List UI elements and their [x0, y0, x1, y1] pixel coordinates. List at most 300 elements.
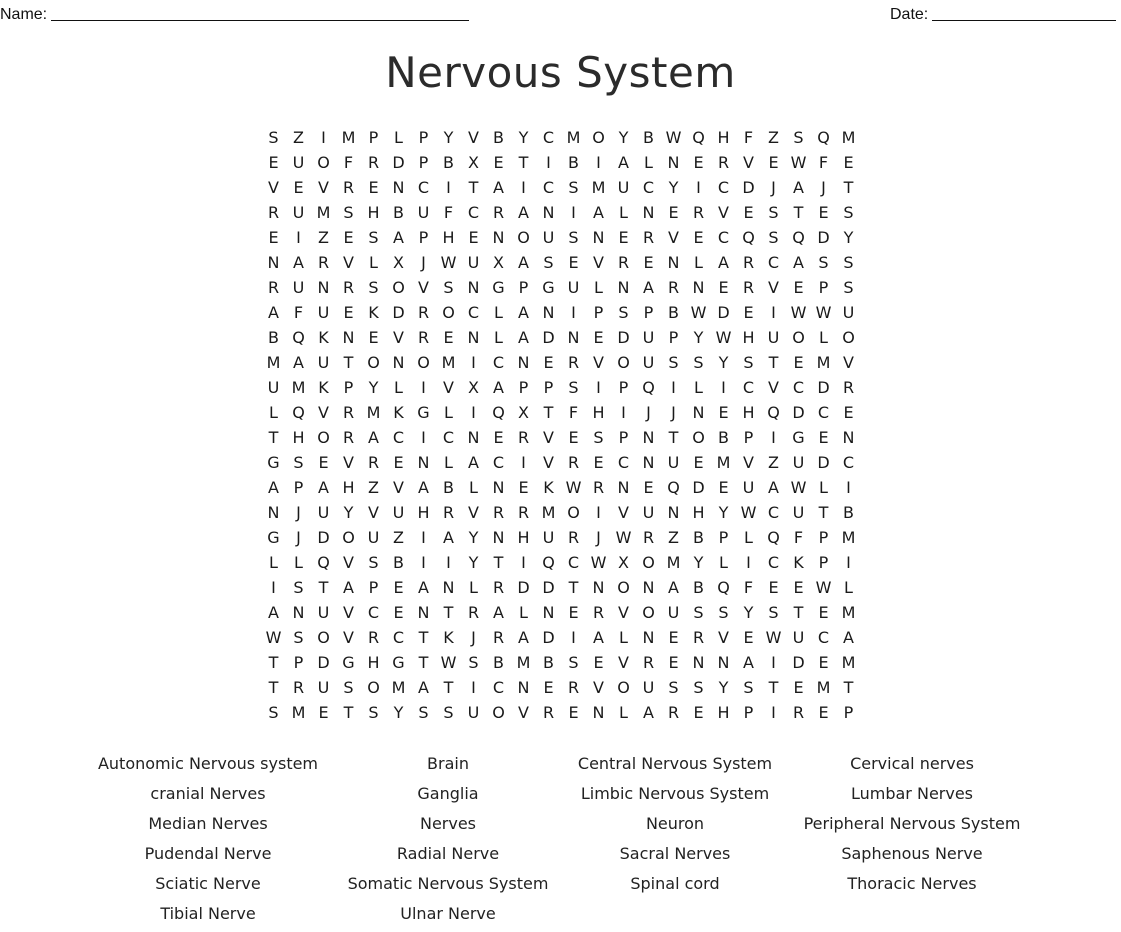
grid-letter[interactable]: S	[843, 278, 854, 297]
grid-letter[interactable]: E	[668, 653, 679, 672]
grid-letter[interactable]: R	[492, 503, 505, 522]
grid-letter[interactable]: C	[492, 353, 505, 372]
grid-letter[interactable]: S	[468, 653, 479, 672]
grid-letter[interactable]: O	[642, 553, 655, 572]
grid-letter[interactable]: I	[296, 228, 301, 247]
grid-letter[interactable]: O	[317, 428, 330, 447]
grid-letter[interactable]: B	[718, 428, 729, 447]
grid-letter[interactable]: W	[615, 528, 632, 547]
grid-letter[interactable]: P	[818, 528, 829, 547]
grid-letter[interactable]: E	[718, 278, 729, 297]
grid-letter[interactable]: A	[743, 653, 754, 672]
grid-letter[interactable]: F	[343, 153, 354, 172]
grid-letter[interactable]: S	[768, 203, 779, 222]
grid-letter[interactable]: P	[643, 303, 654, 322]
grid-letter[interactable]: J	[771, 178, 776, 197]
grid-letter[interactable]: E	[593, 453, 604, 472]
grid-letter[interactable]: S	[568, 228, 579, 247]
grid-letter[interactable]: V	[468, 128, 479, 147]
grid-letter[interactable]: E	[793, 678, 804, 697]
grid-letter[interactable]: E	[693, 228, 704, 247]
grid-letter[interactable]: Y	[718, 678, 729, 697]
grid-letter[interactable]: C	[767, 253, 780, 272]
grid-letter[interactable]: N	[442, 578, 455, 597]
grid-letter[interactable]: E	[493, 153, 504, 172]
grid-letter[interactable]: P	[743, 428, 754, 447]
grid-letter[interactable]: N	[342, 328, 355, 347]
grid-letter[interactable]: E	[643, 253, 654, 272]
grid-letter[interactable]: S	[443, 703, 454, 722]
grid-letter[interactable]: O	[492, 703, 505, 722]
grid-letter[interactable]: Q	[667, 478, 680, 497]
grid-letter[interactable]: E	[293, 178, 304, 197]
grid-letter[interactable]: R	[342, 403, 355, 422]
grid-letter[interactable]: R	[717, 153, 730, 172]
grid-letter[interactable]: W	[265, 628, 282, 647]
grid-letter[interactable]: U	[842, 303, 855, 322]
grid-letter[interactable]: N	[717, 653, 730, 672]
grid-letter[interactable]: Q	[792, 228, 805, 247]
grid-letter[interactable]: R	[267, 203, 280, 222]
grid-letter[interactable]: E	[568, 703, 579, 722]
grid-letter[interactable]: A	[668, 578, 679, 597]
grid-letter[interactable]: Q	[317, 553, 330, 572]
grid-letter[interactable]: L	[594, 278, 603, 297]
grid-letter[interactable]: P	[818, 553, 829, 572]
grid-letter[interactable]: H	[717, 128, 730, 147]
grid-letter[interactable]: I	[421, 528, 426, 547]
grid-letter[interactable]: D	[542, 328, 555, 347]
grid-letter[interactable]: B	[493, 653, 504, 672]
grid-letter[interactable]: S	[743, 353, 754, 372]
grid-letter[interactable]: Z	[668, 528, 679, 547]
grid-letter[interactable]: S	[568, 178, 579, 197]
grid-letter[interactable]: U	[292, 153, 305, 172]
grid-letter[interactable]: E	[743, 203, 754, 222]
grid-letter[interactable]: U	[742, 478, 755, 497]
grid-letter[interactable]: C	[642, 178, 655, 197]
grid-letter[interactable]: N	[467, 328, 480, 347]
grid-letter[interactable]: W	[765, 628, 782, 647]
grid-letter[interactable]: C	[817, 628, 830, 647]
grid-letter[interactable]: V	[343, 553, 354, 572]
grid-letter[interactable]: A	[418, 578, 429, 597]
grid-letter[interactable]: D	[817, 378, 830, 397]
grid-letter[interactable]: B	[393, 203, 404, 222]
grid-letter[interactable]: G	[792, 428, 805, 447]
grid-letter[interactable]: U	[792, 503, 805, 522]
grid-letter[interactable]: R	[642, 653, 655, 672]
name-field[interactable]	[0, 4, 469, 24]
grid-letter[interactable]: B	[543, 653, 554, 672]
grid-letter[interactable]: E	[718, 478, 729, 497]
grid-letter[interactable]: A	[268, 603, 279, 622]
grid-letter[interactable]: I	[571, 203, 576, 222]
grid-letter[interactable]: N	[392, 353, 405, 372]
grid-letter[interactable]: R	[592, 478, 605, 497]
grid-letter[interactable]: I	[846, 553, 851, 572]
grid-letter[interactable]: O	[342, 528, 355, 547]
grid-letter[interactable]: A	[418, 478, 429, 497]
grid-letter[interactable]: F	[743, 578, 754, 597]
grid-letter[interactable]: Z	[768, 128, 779, 147]
grid-letter[interactable]: R	[342, 178, 355, 197]
grid-letter[interactable]: O	[842, 328, 855, 347]
grid-letter[interactable]: P	[543, 378, 554, 397]
grid-letter[interactable]: U	[292, 278, 305, 297]
grid-letter[interactable]: O	[617, 578, 630, 597]
grid-letter[interactable]: V	[593, 353, 604, 372]
grid-letter[interactable]: L	[619, 628, 628, 647]
grid-letter[interactable]: S	[368, 703, 379, 722]
grid-letter[interactable]: D	[742, 178, 755, 197]
grid-letter[interactable]: I	[521, 453, 526, 472]
grid-letter[interactable]: B	[443, 153, 454, 172]
grid-letter[interactable]: W	[665, 128, 682, 147]
grid-letter[interactable]: P	[718, 528, 729, 547]
grid-letter[interactable]: D	[542, 628, 555, 647]
grid-letter[interactable]: H	[742, 403, 755, 422]
grid-letter[interactable]: S	[343, 678, 354, 697]
grid-letter[interactable]: I	[471, 353, 476, 372]
grid-letter[interactable]: S	[268, 128, 279, 147]
grid-letter[interactable]: R	[692, 628, 705, 647]
grid-letter[interactable]: D	[542, 578, 555, 597]
grid-letter[interactable]: A	[718, 253, 729, 272]
grid-letter[interactable]: O	[617, 678, 630, 697]
grid-letter[interactable]: I	[771, 428, 776, 447]
grid-letter[interactable]: W	[440, 653, 457, 672]
grid-letter[interactable]: W	[790, 478, 807, 497]
grid-letter[interactable]: E	[393, 578, 404, 597]
grid-letter[interactable]: P	[668, 328, 679, 347]
grid-letter[interactable]: A	[293, 353, 304, 372]
grid-letter[interactable]: G	[542, 278, 555, 297]
grid-letter[interactable]: E	[818, 653, 829, 672]
grid-letter[interactable]: V	[618, 503, 629, 522]
grid-letter[interactable]: M	[316, 203, 331, 222]
grid-letter[interactable]: V	[343, 253, 354, 272]
grid-letter[interactable]: Z	[368, 478, 379, 497]
grid-letter[interactable]: R	[342, 278, 355, 297]
grid-letter[interactable]: N	[667, 253, 680, 272]
grid-letter[interactable]: L	[394, 378, 403, 397]
grid-letter[interactable]: V	[618, 653, 629, 672]
grid-letter[interactable]: U	[317, 303, 330, 322]
grid-letter[interactable]: N	[667, 153, 680, 172]
grid-letter[interactable]: H	[592, 403, 605, 422]
grid-letter[interactable]: L	[494, 303, 503, 322]
grid-letter[interactable]: U	[317, 353, 330, 372]
grid-letter[interactable]: R	[517, 503, 530, 522]
grid-letter[interactable]: R	[567, 528, 580, 547]
grid-letter[interactable]: C	[367, 603, 380, 622]
grid-letter[interactable]: A	[518, 253, 529, 272]
grid-letter[interactable]: P	[743, 703, 754, 722]
grid-letter[interactable]: I	[771, 303, 776, 322]
grid-letter[interactable]: S	[293, 453, 304, 472]
grid-letter[interactable]: F	[743, 128, 754, 147]
grid-letter[interactable]: V	[318, 178, 329, 197]
grid-letter[interactable]: M	[391, 678, 406, 697]
grid-letter[interactable]: A	[318, 478, 329, 497]
grid-letter[interactable]: A	[768, 478, 779, 497]
grid-letter[interactable]: S	[568, 653, 579, 672]
grid-letter[interactable]: I	[471, 403, 476, 422]
grid-letter[interactable]: W	[815, 303, 832, 322]
grid-letter[interactable]: V	[543, 453, 554, 472]
grid-letter[interactable]: E	[343, 303, 354, 322]
grid-letter[interactable]: H	[292, 428, 305, 447]
grid-letter[interactable]: O	[642, 603, 655, 622]
grid-letter[interactable]: T	[343, 353, 354, 372]
grid-letter[interactable]: U	[642, 503, 655, 522]
grid-letter[interactable]: G	[417, 403, 430, 422]
grid-letter[interactable]: K	[443, 628, 454, 647]
grid-letter[interactable]: C	[717, 228, 730, 247]
grid-letter[interactable]: S	[293, 578, 304, 597]
grid-letter[interactable]: S	[768, 228, 779, 247]
grid-letter[interactable]: V	[418, 278, 429, 297]
grid-letter[interactable]: N	[467, 428, 480, 447]
grid-letter[interactable]: A	[343, 578, 354, 597]
grid-letter[interactable]: Y	[668, 178, 679, 197]
grid-letter[interactable]: M	[841, 653, 856, 672]
grid-letter[interactable]: U	[292, 203, 305, 222]
grid-letter[interactable]: D	[392, 153, 405, 172]
grid-letter[interactable]: E	[318, 703, 329, 722]
grid-letter[interactable]: C	[542, 128, 555, 147]
grid-letter[interactable]: N	[517, 678, 530, 697]
grid-letter[interactable]: V	[343, 603, 354, 622]
grid-letter[interactable]: T	[418, 653, 429, 672]
name-blank-line[interactable]	[51, 4, 469, 21]
grid-letter[interactable]: S	[693, 678, 704, 697]
grid-letter[interactable]: I	[571, 303, 576, 322]
grid-letter[interactable]: S	[368, 553, 379, 572]
grid-letter[interactable]: Y	[443, 128, 454, 147]
grid-letter[interactable]: U	[542, 528, 555, 547]
grid-letter[interactable]: A	[843, 628, 854, 647]
grid-letter[interactable]: C	[542, 178, 555, 197]
grid-letter[interactable]: I	[771, 703, 776, 722]
grid-letter[interactable]: I	[271, 578, 276, 597]
grid-letter[interactable]: B	[693, 528, 704, 547]
grid-letter[interactable]: D	[392, 303, 405, 322]
grid-letter[interactable]: N	[592, 578, 605, 597]
grid-letter[interactable]: T	[343, 703, 354, 722]
grid-letter[interactable]: R	[642, 228, 655, 247]
grid-letter[interactable]: V	[443, 378, 454, 397]
grid-letter[interactable]: S	[718, 603, 729, 622]
grid-letter[interactable]: C	[467, 303, 480, 322]
grid-letter[interactable]: I	[596, 153, 601, 172]
grid-letter[interactable]: E	[793, 353, 804, 372]
grid-letter[interactable]: N	[642, 628, 655, 647]
grid-letter[interactable]: Y	[718, 503, 729, 522]
grid-letter[interactable]: U	[367, 528, 380, 547]
grid-letter[interactable]: S	[668, 678, 679, 697]
grid-letter[interactable]: A	[793, 178, 804, 197]
grid-letter[interactable]: L	[269, 553, 278, 572]
grid-letter[interactable]: V	[518, 703, 529, 722]
grid-letter[interactable]: D	[317, 528, 330, 547]
grid-letter[interactable]: I	[746, 553, 751, 572]
grid-letter[interactable]: W	[715, 328, 732, 347]
grid-letter[interactable]: V	[343, 453, 354, 472]
grid-letter[interactable]: A	[268, 478, 279, 497]
grid-letter[interactable]: N	[267, 253, 280, 272]
grid-letter[interactable]: S	[768, 603, 779, 622]
grid-letter[interactable]: N	[592, 703, 605, 722]
grid-letter[interactable]: V	[668, 228, 679, 247]
grid-letter[interactable]: J	[596, 528, 601, 547]
grid-letter[interactable]: R	[617, 253, 630, 272]
grid-letter[interactable]: K	[318, 328, 329, 347]
grid-letter[interactable]: L	[819, 478, 828, 497]
grid-letter[interactable]: B	[668, 303, 679, 322]
grid-letter[interactable]: B	[493, 128, 504, 147]
grid-letter[interactable]: T	[543, 403, 554, 422]
grid-letter[interactable]: P	[518, 378, 529, 397]
grid-letter[interactable]: H	[417, 503, 430, 522]
grid-letter[interactable]: W	[740, 503, 757, 522]
grid-letter[interactable]: V	[718, 628, 729, 647]
grid-letter[interactable]: O	[317, 153, 330, 172]
grid-letter[interactable]: P	[418, 153, 429, 172]
grid-letter[interactable]: N	[842, 428, 855, 447]
grid-letter[interactable]: P	[293, 653, 304, 672]
grid-letter[interactable]: C	[617, 453, 630, 472]
grid-letter[interactable]: M	[541, 503, 556, 522]
grid-letter[interactable]: L	[394, 128, 403, 147]
grid-letter[interactable]: M	[341, 128, 356, 147]
grid-letter[interactable]: T	[443, 603, 454, 622]
grid-letter[interactable]: L	[619, 203, 628, 222]
grid-letter[interactable]: Z	[318, 228, 329, 247]
grid-letter[interactable]: Y	[743, 603, 754, 622]
grid-letter[interactable]: L	[744, 528, 753, 547]
grid-letter[interactable]: Y	[368, 378, 379, 397]
grid-letter[interactable]: O	[692, 428, 705, 447]
grid-letter[interactable]: O	[592, 128, 605, 147]
grid-letter[interactable]: L	[819, 328, 828, 347]
grid-letter[interactable]: H	[717, 703, 730, 722]
grid-letter[interactable]: I	[446, 553, 451, 572]
grid-letter[interactable]: T	[268, 678, 279, 697]
grid-letter[interactable]: J	[421, 253, 426, 272]
grid-letter[interactable]: J	[296, 528, 301, 547]
grid-letter[interactable]: I	[846, 478, 851, 497]
grid-letter[interactable]: H	[442, 228, 455, 247]
grid-letter[interactable]: S	[693, 603, 704, 622]
grid-letter[interactable]: I	[521, 178, 526, 197]
grid-letter[interactable]: R	[492, 578, 505, 597]
grid-letter[interactable]: E	[493, 428, 504, 447]
grid-letter[interactable]: Y	[343, 503, 354, 522]
grid-letter[interactable]: C	[492, 678, 505, 697]
grid-letter[interactable]: V	[468, 503, 479, 522]
grid-letter[interactable]: C	[442, 428, 455, 447]
grid-letter[interactable]: D	[317, 653, 330, 672]
grid-letter[interactable]: R	[692, 203, 705, 222]
grid-letter[interactable]: O	[442, 303, 455, 322]
grid-letter[interactable]: R	[317, 253, 330, 272]
grid-letter[interactable]: R	[292, 678, 305, 697]
grid-letter[interactable]: R	[267, 278, 280, 297]
grid-letter[interactable]: P	[343, 378, 354, 397]
grid-letter[interactable]: Y	[393, 703, 404, 722]
grid-letter[interactable]: I	[521, 553, 526, 572]
grid-letter[interactable]: C	[392, 628, 405, 647]
grid-letter[interactable]: S	[668, 353, 679, 372]
grid-letter[interactable]: X	[493, 253, 504, 272]
grid-letter[interactable]: O	[792, 328, 805, 347]
grid-letter[interactable]: U	[767, 328, 780, 347]
grid-letter[interactable]: H	[742, 328, 755, 347]
grid-letter[interactable]: S	[368, 228, 379, 247]
grid-letter[interactable]: E	[393, 603, 404, 622]
date-blank-line[interactable]	[932, 4, 1116, 21]
grid-letter[interactable]: A	[468, 453, 479, 472]
grid-letter[interactable]: M	[266, 353, 281, 372]
grid-letter[interactable]: V	[768, 378, 779, 397]
grid-letter[interactable]: L	[719, 553, 728, 572]
grid-letter[interactable]: E	[468, 228, 479, 247]
grid-letter[interactable]: A	[268, 303, 279, 322]
grid-letter[interactable]: E	[368, 328, 379, 347]
grid-letter[interactable]: N	[542, 603, 555, 622]
grid-letter[interactable]: N	[417, 453, 430, 472]
grid-letter[interactable]: U	[267, 378, 280, 397]
grid-letter[interactable]: R	[792, 703, 805, 722]
grid-letter[interactable]: R	[492, 628, 505, 647]
grid-letter[interactable]: H	[692, 503, 705, 522]
grid-letter[interactable]: N	[642, 453, 655, 472]
grid-letter[interactable]: E	[743, 303, 754, 322]
grid-letter[interactable]: L	[444, 453, 453, 472]
grid-letter[interactable]: U	[792, 628, 805, 647]
grid-letter[interactable]: R	[592, 603, 605, 622]
grid-letter[interactable]: X	[618, 553, 629, 572]
grid-letter[interactable]: D	[692, 478, 705, 497]
grid-letter[interactable]: P	[418, 128, 429, 147]
grid-letter[interactable]: C	[567, 553, 580, 572]
grid-letter[interactable]: V	[343, 628, 354, 647]
grid-letter[interactable]: J	[646, 403, 651, 422]
grid-letter[interactable]: R	[842, 378, 855, 397]
grid-letter[interactable]: W	[690, 303, 707, 322]
grid-letter[interactable]: L	[369, 253, 378, 272]
grid-letter[interactable]: D	[817, 228, 830, 247]
grid-letter[interactable]: N	[517, 353, 530, 372]
grid-letter[interactable]: Q	[767, 403, 780, 422]
grid-letter[interactable]: E	[543, 353, 554, 372]
grid-letter[interactable]: T	[818, 503, 829, 522]
grid-letter[interactable]: V	[743, 453, 754, 472]
grid-letter[interactable]: E	[318, 453, 329, 472]
grid-letter[interactable]: E	[818, 428, 829, 447]
grid-letter[interactable]: V	[843, 353, 854, 372]
grid-letter[interactable]: H	[367, 653, 380, 672]
grid-letter[interactable]: Z	[768, 453, 779, 472]
grid-letter[interactable]: N	[692, 278, 705, 297]
grid-letter[interactable]: F	[443, 203, 454, 222]
grid-letter[interactable]: W	[590, 553, 607, 572]
grid-letter[interactable]: N	[542, 203, 555, 222]
grid-letter[interactable]: N	[692, 403, 705, 422]
grid-letter[interactable]: R	[342, 428, 355, 447]
